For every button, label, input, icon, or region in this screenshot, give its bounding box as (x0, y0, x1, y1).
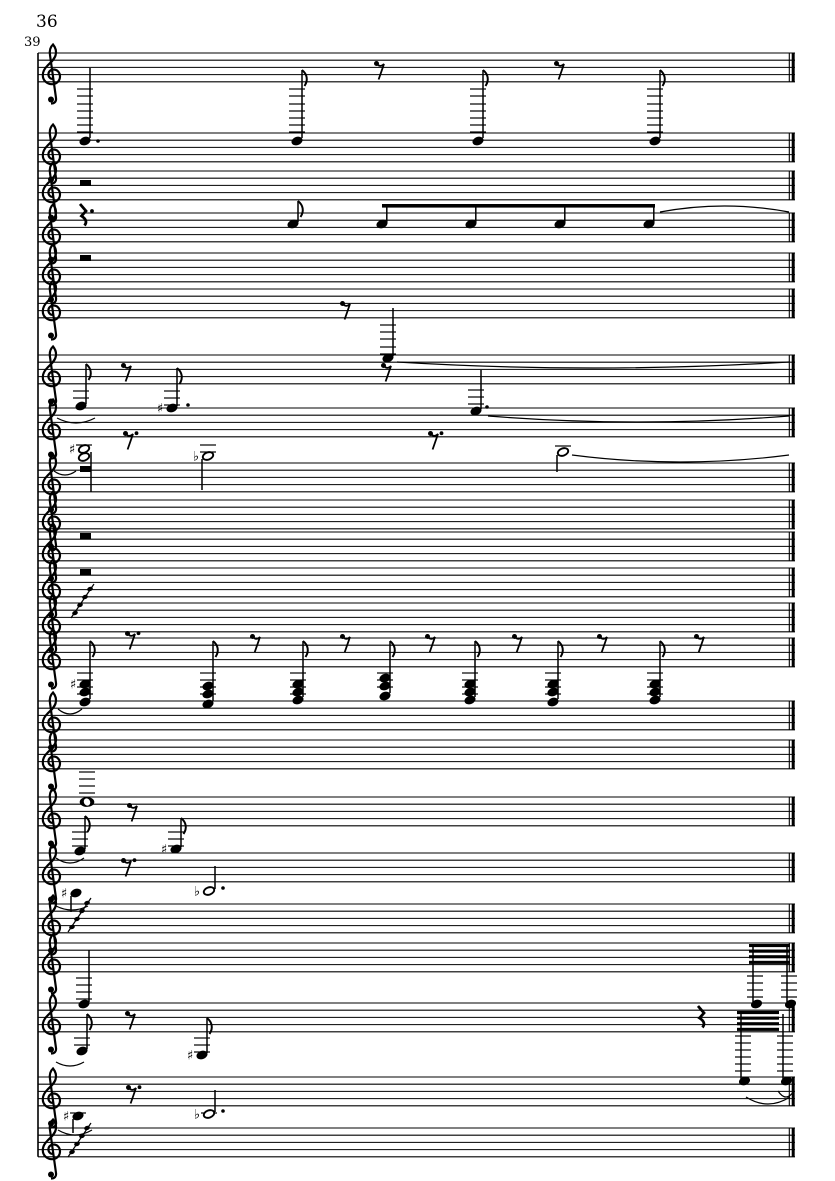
augmentation-dot-icon (186, 403, 190, 407)
quarter-rest (80, 204, 94, 226)
staff (38, 1128, 795, 1157)
chord-note (377, 641, 395, 701)
staff (38, 603, 795, 632)
tie-curve (572, 455, 789, 462)
rest-hook (126, 434, 134, 450)
sharp-icon: ♯ (62, 1109, 70, 1125)
chord-note (200, 641, 218, 709)
sharp-icon: ♯ (156, 401, 164, 417)
notehead (203, 1109, 216, 1120)
notehead (557, 447, 570, 458)
staff (38, 500, 795, 529)
eighth-rest (597, 634, 607, 653)
tie-curve (397, 362, 789, 368)
beam (382, 204, 655, 208)
half-rest-icon (80, 255, 91, 261)
rest-hook (128, 634, 136, 650)
eighth-rest-icon (694, 634, 704, 653)
eighth-rest-icon (381, 363, 391, 382)
half-rest-icon (80, 569, 91, 575)
eighth-rest (250, 634, 260, 653)
clef-dot (48, 987, 54, 993)
staff (38, 740, 795, 769)
tie-curve (56, 1062, 84, 1066)
half-rest-icon (80, 533, 91, 539)
note (161, 818, 186, 858)
quarter-rest-icon (80, 204, 94, 226)
staff (38, 904, 795, 933)
sharp-icon: ♯ (186, 1048, 194, 1064)
tie-curve (660, 206, 789, 212)
clef-dot (48, 97, 54, 103)
note (287, 201, 303, 229)
clef-dot (48, 333, 54, 339)
note (61, 887, 82, 912)
note (63, 1110, 86, 1133)
measure-number: 39 (24, 35, 41, 50)
staff (38, 568, 795, 597)
rest-hook (384, 366, 392, 382)
sharp-icon: ♯ (160, 842, 168, 858)
notehead (78, 452, 91, 463)
eighth-rest (126, 1085, 141, 1104)
clef-dot (48, 682, 54, 688)
rest-hook (124, 366, 132, 382)
sharp-icon: ♯ (68, 442, 76, 458)
eighth-rest (554, 61, 564, 80)
page-number: 36 (36, 12, 58, 32)
note (194, 866, 225, 900)
tie-curve (746, 1097, 790, 1104)
staff (38, 213, 795, 242)
tremolo-beam (737, 1017, 779, 1020)
eighth-rest (125, 631, 140, 650)
eighth-rest-icon (554, 61, 564, 80)
tie-curve (58, 709, 82, 714)
notehead (203, 886, 216, 897)
staff (38, 289, 795, 318)
tremolo-beam (737, 1028, 779, 1031)
rest-dot (440, 431, 444, 435)
note (193, 445, 216, 490)
eighth-rest-icon (125, 631, 140, 650)
note (73, 364, 91, 411)
chord-note (462, 641, 480, 705)
tremolo-beam (737, 1011, 779, 1014)
flat-icon: ♭ (192, 449, 200, 465)
eighth-rest (694, 634, 704, 653)
eighth-rest-icon (425, 634, 435, 653)
eighth-rest (123, 431, 138, 450)
eighth-rest (512, 634, 522, 653)
eighth-rest-icon (428, 431, 443, 450)
tremolo-beam (737, 1022, 779, 1025)
staff (38, 53, 795, 82)
note (74, 1014, 92, 1056)
staff (38, 943, 795, 972)
rest-squiggle (80, 204, 86, 226)
rest-hook (129, 1088, 137, 1104)
eighth-rest-icon (250, 634, 260, 653)
augmentation-dot-icon (485, 405, 489, 409)
staff (38, 853, 795, 882)
rest-hook (428, 637, 436, 653)
chord-note (647, 641, 665, 705)
tie-curve (488, 416, 789, 422)
tremolo-beam (749, 944, 790, 947)
note (72, 816, 90, 856)
sharp-icon: ♯ (69, 677, 77, 693)
clef-dot (48, 1047, 54, 1053)
rest-hook (431, 434, 439, 450)
rest-hook (557, 64, 565, 80)
staff (38, 797, 795, 826)
half-rest-icon (80, 466, 91, 472)
chord-note (545, 641, 563, 707)
eighth-rest (374, 61, 384, 80)
eighth-rest-icon (597, 634, 607, 653)
eighth-rest-icon (123, 431, 138, 450)
flat-icon: ♭ (193, 884, 201, 900)
tremolo-beam (749, 955, 790, 958)
rest-hook (343, 637, 351, 653)
note (77, 68, 100, 146)
rest-hook (343, 304, 351, 320)
eighth-rest-icon (121, 363, 131, 382)
eighth-rest-icon (340, 634, 350, 653)
eighth-rest (425, 634, 435, 653)
rest-hook (253, 637, 261, 653)
staff (38, 701, 795, 730)
chord-note (290, 641, 308, 705)
eighth-rest-icon (125, 1011, 135, 1030)
staff (38, 463, 795, 492)
augmentation-dot-icon (221, 886, 225, 890)
eighth-rest (428, 431, 443, 450)
eighth-rest (340, 634, 350, 653)
tremolo-beam (749, 961, 790, 964)
tremolo-beam-group (735, 1011, 793, 1086)
eighth-rest-icon (374, 61, 384, 80)
clef-dot (48, 1172, 54, 1178)
eighth-rest (125, 1011, 135, 1030)
note (76, 950, 92, 1009)
augmentation-dot-icon (96, 139, 100, 143)
staff (38, 133, 795, 162)
sharp-icon: ♯ (60, 886, 68, 902)
rest-hook (697, 637, 705, 653)
eighth-rest-icon (126, 1085, 141, 1104)
staff (38, 408, 795, 437)
staff (38, 532, 795, 561)
rest-dot (135, 431, 139, 435)
rest-hook (600, 637, 608, 653)
note (157, 368, 190, 417)
staff (38, 171, 795, 200)
whole-note (79, 772, 95, 807)
eighth-rest (121, 363, 131, 382)
staff (38, 355, 795, 384)
notehead (784, 999, 796, 1009)
rest-dot (133, 858, 137, 862)
tremolo-beam (749, 950, 790, 953)
augmentation-dot-icon (221, 1109, 225, 1113)
notehead (750, 999, 762, 1009)
rest-dot (137, 631, 141, 635)
rest-hook (128, 1014, 136, 1030)
staff (38, 638, 795, 667)
rest-hook (515, 637, 523, 653)
staff (38, 1003, 795, 1032)
staff (38, 253, 795, 282)
tie-curve (54, 471, 76, 475)
note (555, 446, 571, 472)
rest-hook (377, 64, 385, 80)
rest-dot (138, 1085, 142, 1089)
tie-curve (58, 1130, 92, 1135)
eighth-rest (381, 363, 391, 382)
eighth-rest-icon (512, 634, 522, 653)
staff (38, 1077, 795, 1106)
flat-icon: ♭ (193, 1107, 201, 1123)
chord-note (70, 641, 95, 707)
beam-group (376, 204, 655, 229)
rest-dot (90, 209, 94, 213)
half-rest-icon (80, 180, 91, 186)
